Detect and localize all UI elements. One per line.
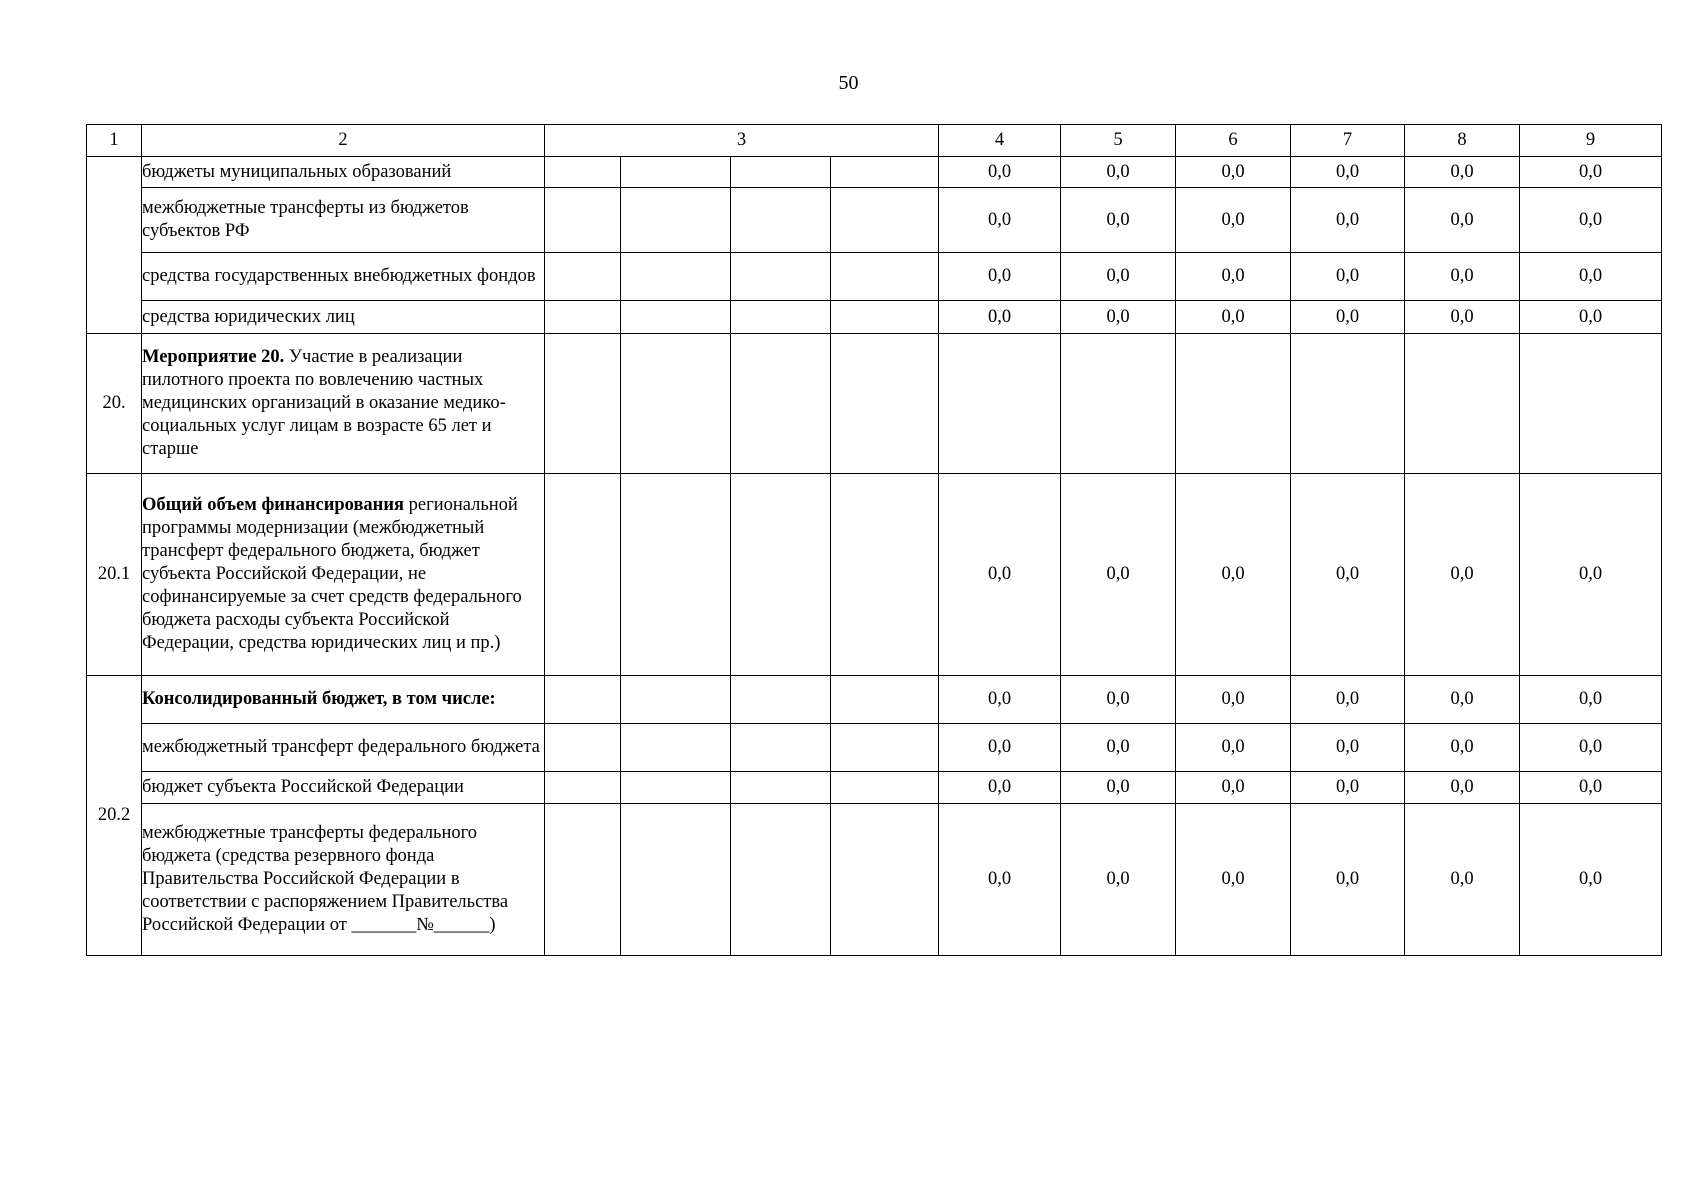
table-row [87,724,1662,772]
empty-cell [731,157,831,188]
empty-cell [621,474,731,676]
value-cell: 0,0 [1176,301,1291,334]
empty-cell [831,804,939,956]
empty-cell [731,474,831,676]
row-description: средства юридических лиц [142,301,545,334]
value-cell: 0,0 [939,724,1061,772]
empty-cell [731,253,831,301]
table-row [87,253,1662,301]
empty-cell [831,253,939,301]
value-cell: 0,0 [1520,474,1662,676]
empty-cell [545,676,621,724]
value-cell: 0,0 [1291,724,1405,772]
value-cell [1061,334,1176,474]
empty-cell [621,253,731,301]
empty-cell [621,334,731,474]
value-cell: 0,0 [1291,804,1405,956]
empty-cell [621,804,731,956]
empty-cell [731,676,831,724]
empty-cell [545,157,621,188]
header-col-6: 6 [1176,125,1291,157]
row-description: Общий объем финансирования региональной программы модернизации (межбюджетный трансферт федерального бюджета, бюджет субъекта Российской Федерации, не софинансируемые за счет средств федерального бюджета расходы субъекта Российской Федерации, средства юридических лиц и пр.) [142,474,545,676]
row-description: Мероприятие 20. Участие в реализации пилотного проекта по вовлечению частных медицинских организаций в оказание медико-социальных услуг лицам в возрасте 65 лет и старше [142,334,545,474]
header-row [87,125,1662,157]
value-cell: 0,0 [1061,301,1176,334]
empty-cell [545,301,621,334]
value-cell: 0,0 [1176,253,1291,301]
value-cell: 0,0 [1176,804,1291,956]
row-description: межбюджетные трансферты из бюджетов субъектов РФ [142,188,545,253]
value-cell: 0,0 [1520,188,1662,253]
empty-cell [731,301,831,334]
row-description: межбюджетные трансферты федерального бюджета (средства резервного фонда Правительства Российской Федерации в соответствии с распоряжением Правительства Российской Федерации от _______№______) [142,804,545,956]
empty-cell [621,188,731,253]
header-col-5: 5 [1061,125,1176,157]
empty-cell [621,772,731,804]
value-cell: 0,0 [1520,804,1662,956]
value-cell: 0,0 [1291,676,1405,724]
empty-cell [621,676,731,724]
value-cell [1405,334,1520,474]
value-cell: 0,0 [1405,676,1520,724]
value-cell: 0,0 [939,474,1061,676]
value-cell: 0,0 [1061,804,1176,956]
value-cell: 0,0 [1061,157,1176,188]
value-cell: 0,0 [1291,157,1405,188]
value-cell: 0,0 [1176,724,1291,772]
value-cell: 0,0 [1061,772,1176,804]
header-col-7: 7 [1291,125,1405,157]
row-description: бюджеты муниципальных образований [142,157,545,188]
value-cell: 0,0 [1405,772,1520,804]
row-description: средства государственных внебюджетных фондов [142,253,545,301]
row-description: бюджет субъекта Российской Федерации [142,772,545,804]
header-col-1: 1 [87,125,142,157]
table-row [87,474,1662,676]
value-cell [939,334,1061,474]
row-number-cell: 20. [87,334,142,474]
value-cell: 0,0 [939,804,1061,956]
empty-cell [831,301,939,334]
value-cell: 0,0 [1176,474,1291,676]
empty-cell [731,334,831,474]
value-cell: 0,0 [1291,772,1405,804]
value-cell: 0,0 [1405,804,1520,956]
value-cell: 0,0 [939,301,1061,334]
empty-cell [545,474,621,676]
value-cell [1291,334,1405,474]
value-cell: 0,0 [1291,253,1405,301]
value-cell: 0,0 [1061,188,1176,253]
value-cell: 0,0 [1520,253,1662,301]
empty-cell [621,301,731,334]
empty-cell [731,724,831,772]
value-cell: 0,0 [1176,157,1291,188]
empty-cell [831,772,939,804]
value-cell: 0,0 [1061,474,1176,676]
header-col-8: 8 [1405,125,1520,157]
empty-cell [831,676,939,724]
value-cell: 0,0 [1520,676,1662,724]
table-row [87,188,1662,253]
value-cell: 0,0 [1061,676,1176,724]
value-cell: 0,0 [1405,188,1520,253]
value-cell: 0,0 [1291,474,1405,676]
header-col-9: 9 [1520,125,1662,157]
row-number-cell: 20.1 [87,474,142,676]
value-cell: 0,0 [939,676,1061,724]
value-cell [1176,334,1291,474]
table-row [87,772,1662,804]
empty-cell [831,334,939,474]
empty-cell [545,804,621,956]
empty-cell [831,157,939,188]
value-cell: 0,0 [939,772,1061,804]
value-cell: 0,0 [1520,157,1662,188]
header-col-2: 2 [142,125,545,157]
page-number: 50 [838,72,859,94]
value-cell: 0,0 [1405,474,1520,676]
empty-cell [831,724,939,772]
value-cell: 0,0 [1520,772,1662,804]
empty-cell [731,804,831,956]
empty-cell [731,772,831,804]
value-cell [1520,334,1662,474]
empty-cell [545,253,621,301]
value-cell: 0,0 [1405,301,1520,334]
table-row [87,804,1662,956]
header-col-3: 3 [545,125,939,157]
value-cell: 0,0 [939,157,1061,188]
table-row [87,157,1662,188]
value-cell: 0,0 [1405,724,1520,772]
empty-cell [545,334,621,474]
header-col-4: 4 [939,125,1061,157]
empty-cell [731,188,831,253]
value-cell: 0,0 [1176,188,1291,253]
empty-cell [621,157,731,188]
financing-table [86,124,1662,956]
table-row [87,334,1662,474]
empty-cell [545,772,621,804]
empty-cell [545,188,621,253]
value-cell: 0,0 [1176,772,1291,804]
value-cell: 0,0 [939,253,1061,301]
table-row [87,676,1662,724]
empty-cell [621,724,731,772]
value-cell: 0,0 [1061,724,1176,772]
value-cell: 0,0 [1061,253,1176,301]
empty-cell [831,474,939,676]
row-description: Консолидированный бюджет, в том числе: [142,676,545,724]
value-cell: 0,0 [1405,253,1520,301]
value-cell: 0,0 [1520,301,1662,334]
row-description: межбюджетный трансферт федерального бюджета [142,724,545,772]
row-number-cell: 20.2 [87,676,142,956]
empty-cell [831,188,939,253]
value-cell: 0,0 [1176,676,1291,724]
empty-cell [545,724,621,772]
value-cell: 0,0 [1520,724,1662,772]
value-cell: 0,0 [1291,301,1405,334]
value-cell: 0,0 [1405,157,1520,188]
row-number-cell [87,157,142,334]
value-cell: 0,0 [939,188,1061,253]
table-row [87,301,1662,334]
value-cell: 0,0 [1291,188,1405,253]
